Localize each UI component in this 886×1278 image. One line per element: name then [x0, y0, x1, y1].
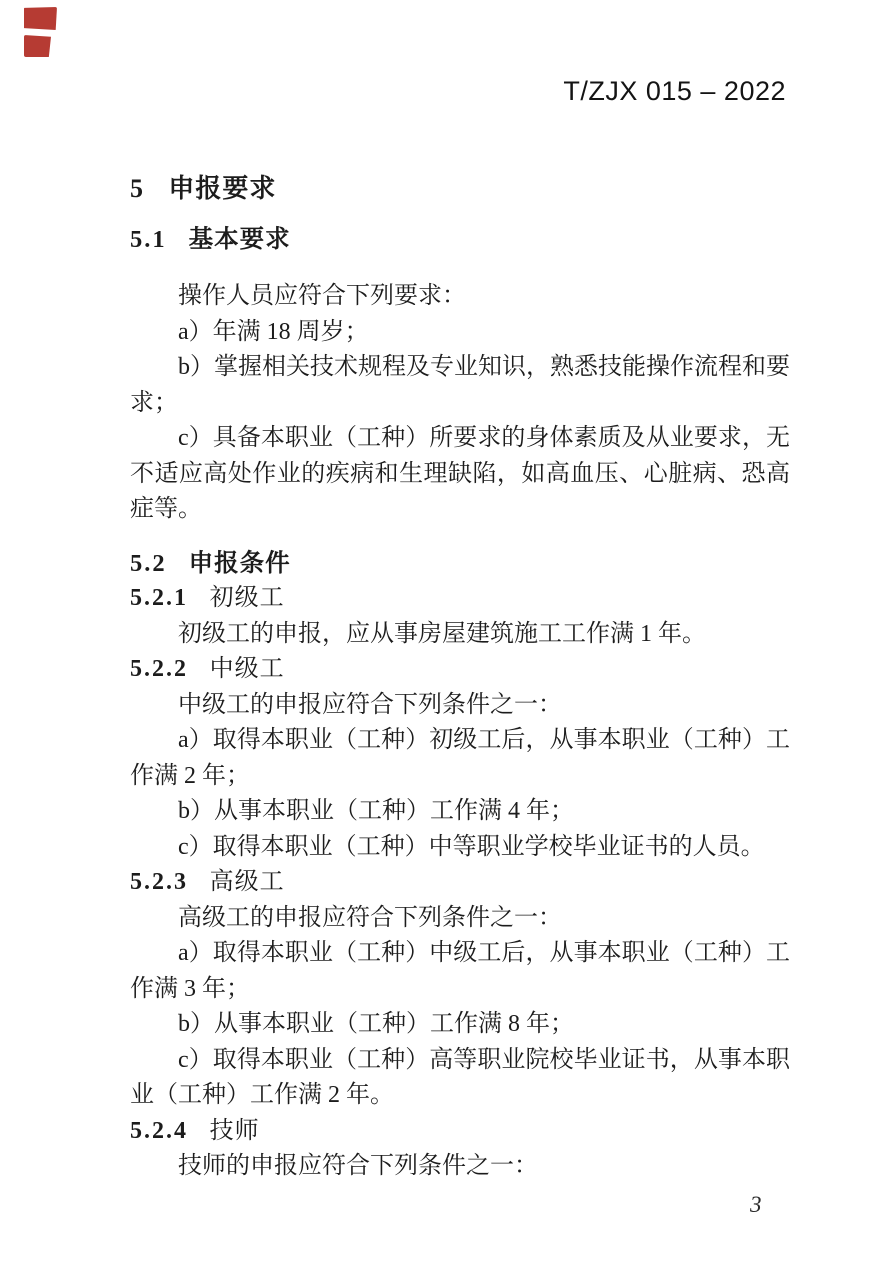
heading-title: 高级工	[209, 869, 285, 895]
section-heading-5.2.4	[130, 1114, 790, 1150]
section-heading-5.2.2	[130, 652, 790, 688]
heading-number: 5.2	[130, 549, 167, 577]
body-paragraph: 技师的申报应符合下列条件之一：	[178, 1153, 538, 1179]
body-paragraph: b）从事本职业（工种）工作满 4 年；	[178, 798, 574, 824]
standard-code-header: T/ZJX 015 – 2022	[563, 76, 786, 106]
body-paragraph: 操作人员应符合下列要求：	[178, 283, 466, 309]
section-heading-5.1	[130, 222, 790, 258]
heading-title: 基本要求	[188, 225, 291, 253]
body-paragraph: 中级工的申报应符合下列条件之一：	[178, 691, 562, 718]
heading-title: 初级工	[209, 585, 285, 611]
page-number: 3	[750, 1192, 762, 1217]
body-paragraph: b）掌握相关技术规程及专业知识，熟悉技能操作流程和要求；	[130, 354, 790, 416]
body-paragraph: a）年满 18 周岁；	[178, 318, 369, 345]
section-heading-5.2	[130, 546, 790, 582]
body-paragraph: c）取得本职业（工种）高等职业院校毕业证书，从事本职业（工种）工作满 2 年。	[130, 1046, 790, 1108]
body-paragraph: b）从事本职业（工种）工作满 8 年；	[178, 1011, 574, 1037]
heading-number: 5.2.1	[130, 585, 188, 611]
heading-title: 中级工	[209, 656, 285, 682]
heading-number: 5.2.2	[130, 656, 188, 682]
document-content	[130, 0, 790, 1185]
heading-title: 技师	[209, 1117, 260, 1144]
section-heading-5	[130, 171, 790, 207]
red-stamp-fragment	[24, 7, 57, 30]
section-heading-5.2.1	[130, 581, 790, 617]
body-paragraph: a）取得本职业（工种）初级工后，从事本职业（工种）工作满 2 年；	[130, 727, 790, 789]
body-paragraph: a）取得本职业（工种）中级工后，从事本职业（工种）工作满 3 年；	[130, 940, 790, 1002]
red-stamp-fragment	[24, 35, 51, 57]
heading-number: 5.2.3	[130, 869, 188, 895]
heading-title: 申报要求	[168, 173, 277, 203]
body-paragraph: 初级工的申报，应从事房屋建筑施工工作满 1 年。	[178, 620, 706, 647]
body-paragraph: c）取得本职业（工种）中等职业学校毕业证书的人员。	[178, 833, 765, 860]
heading-number: 5	[130, 174, 145, 203]
heading-number: 5.2.4	[130, 1117, 188, 1144]
body-paragraph: c）具备本职业（工种）所要求的身体素质及从业要求，无不适应高处作业的疾病和生理缺陷，如高血压、心脏病、恐高症等。	[130, 425, 790, 522]
section-heading-5.2.3	[130, 865, 790, 901]
heading-number: 5.1	[130, 225, 167, 253]
body-paragraph: 高级工的申报应符合下列条件之一：	[178, 904, 562, 931]
heading-title: 申报条件	[188, 549, 291, 577]
